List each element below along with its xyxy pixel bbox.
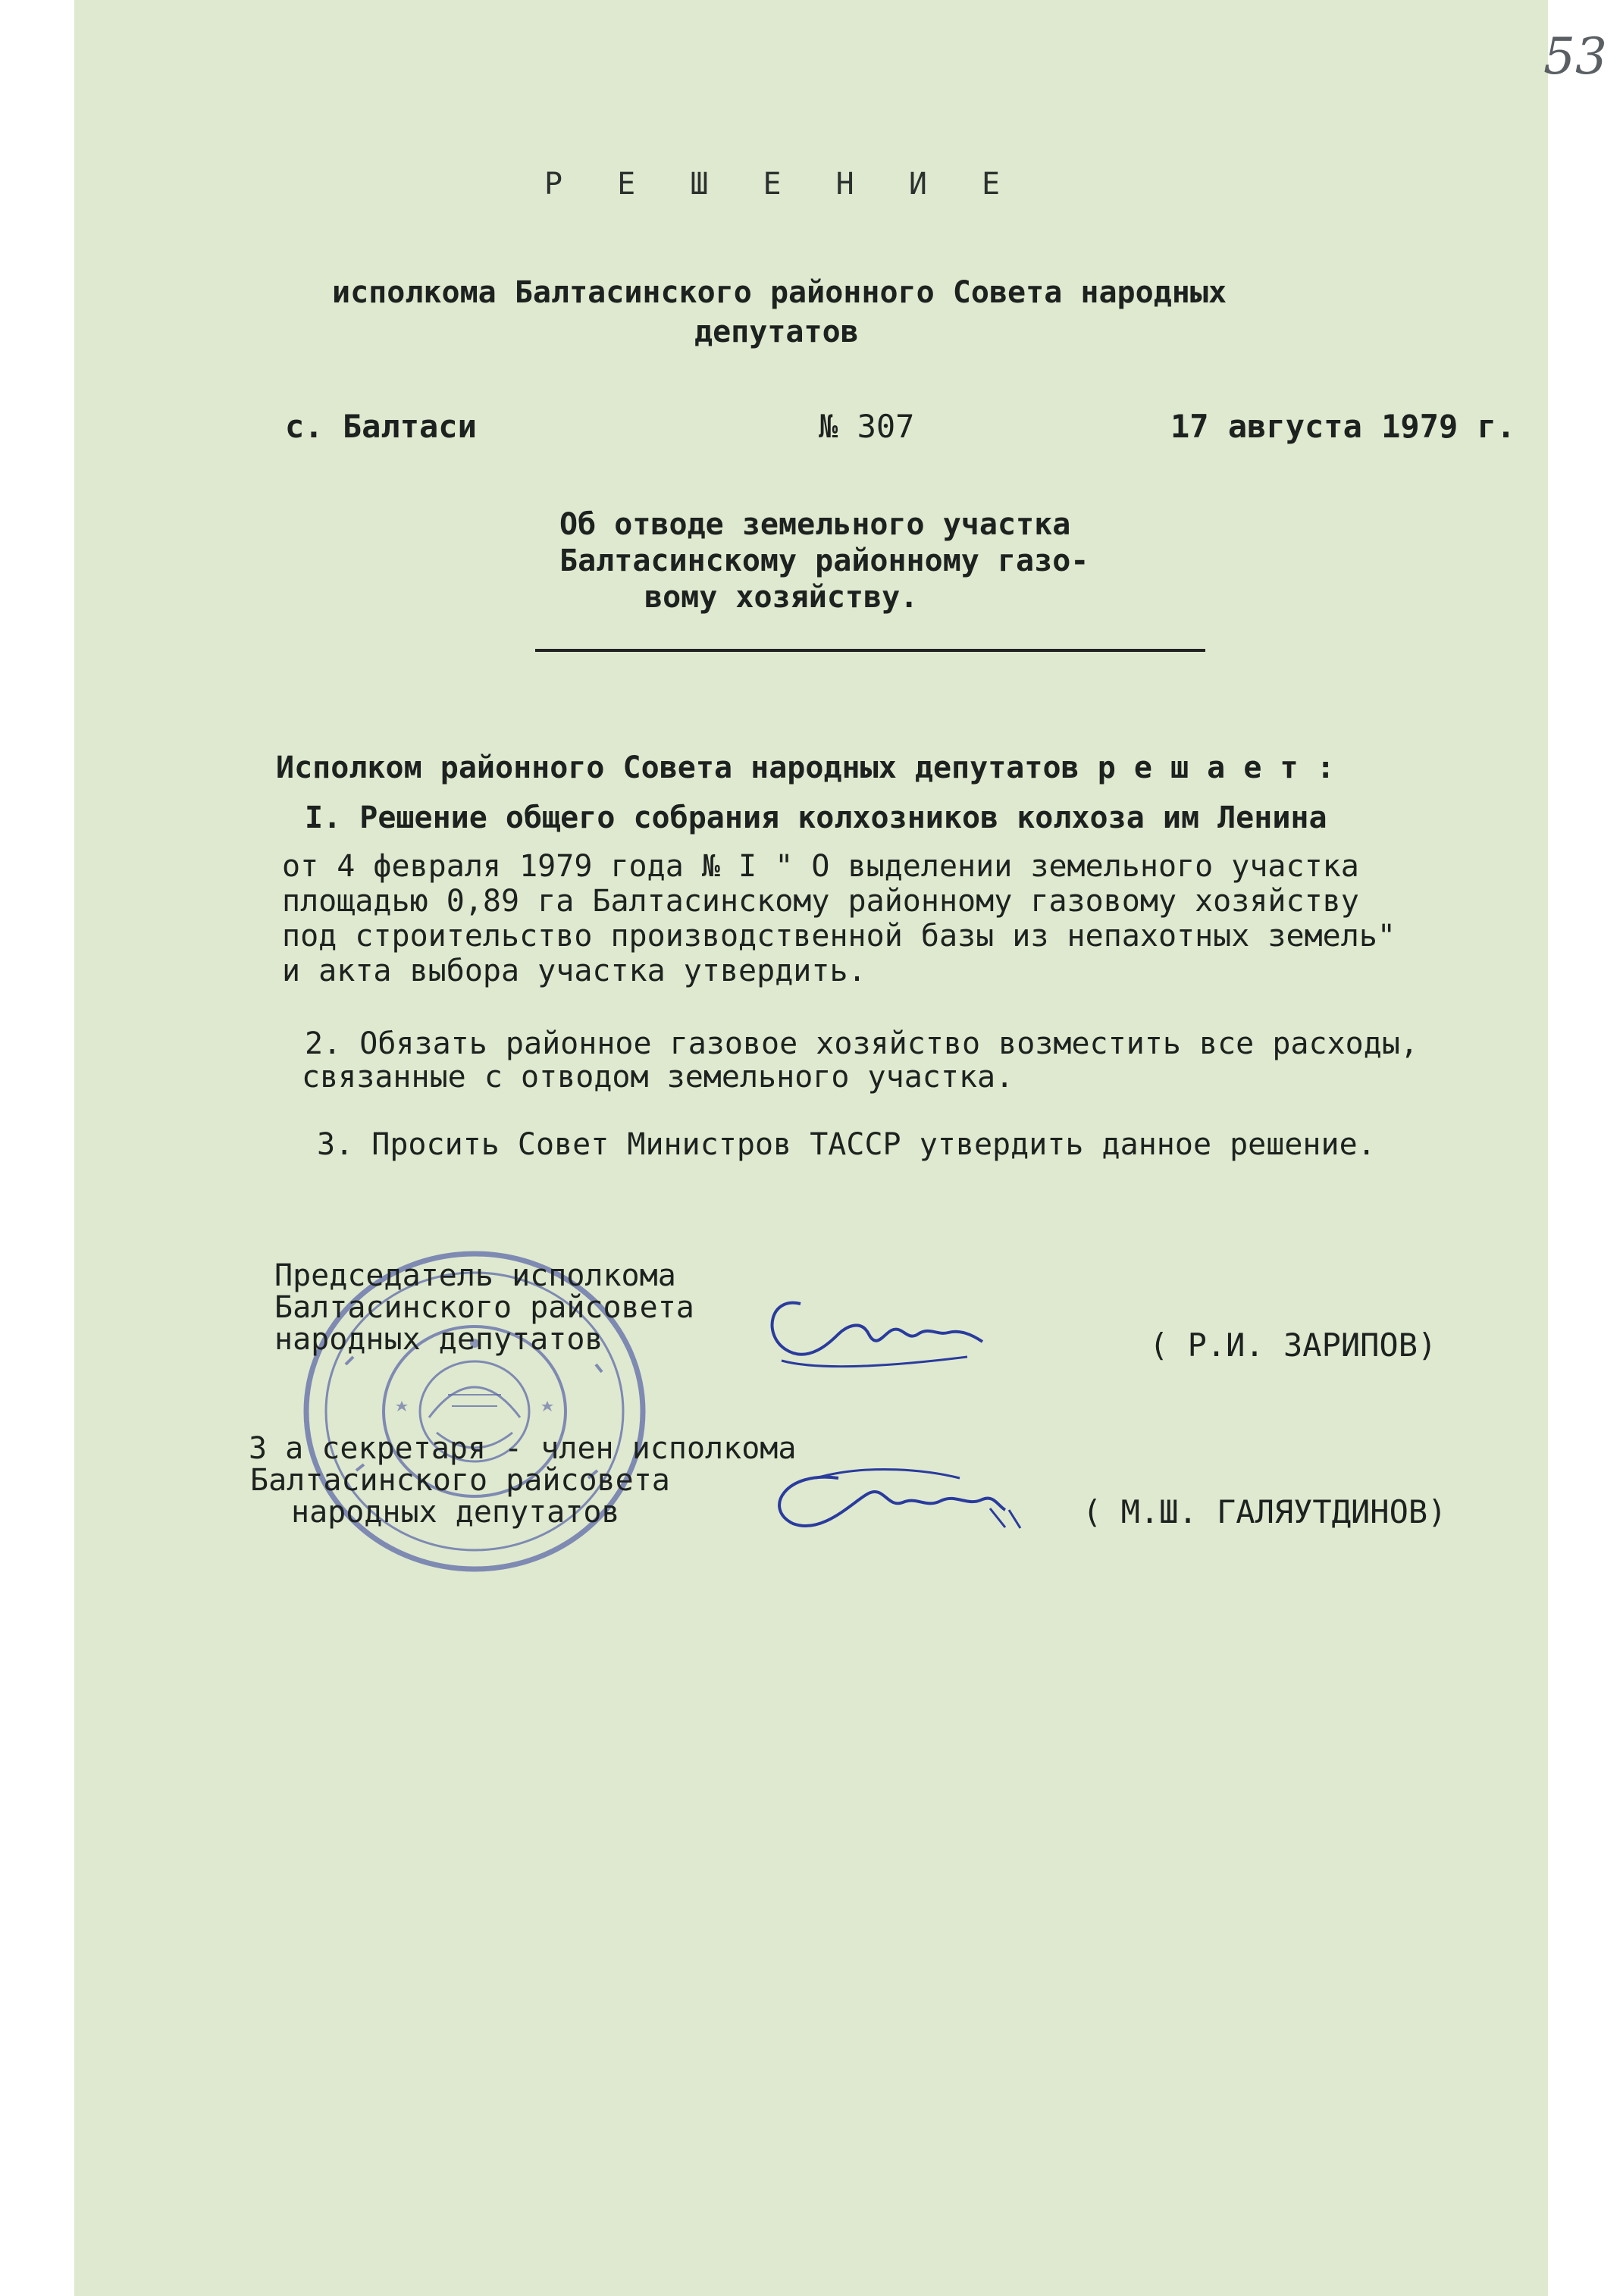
place: с. Балтаси xyxy=(285,408,477,445)
decision-item-1 xyxy=(282,800,1396,988)
signer-name: ( Р.И. ЗАРИПОВ) xyxy=(1149,1327,1437,1364)
signer-role: Балтасинского райсовета xyxy=(274,1290,694,1325)
signer-role: народных депутатов xyxy=(291,1495,620,1530)
decision-item-3: 3. Просить Совет Министров ТАССР утвердить данное решение. xyxy=(317,1127,1376,1162)
subject-line: вому хозяйству. xyxy=(644,580,919,615)
item-text: связанные с отводом земельного участка. xyxy=(302,1060,1014,1095)
issuing-body xyxy=(332,273,1393,352)
item-text: под строительство производственной базы из непахотных земель" xyxy=(282,919,1396,954)
issuing-body-line: исполкома Балтасинского районного Совета народных xyxy=(332,275,1227,310)
page-number: 53 xyxy=(1543,27,1607,86)
decision-number: № 307 xyxy=(819,408,915,445)
item-text: I. Решение общего собрания колхозников колхоза им Ленина xyxy=(305,800,1327,835)
subject-line: Об отводе земельного участка xyxy=(559,507,1071,542)
signer-role: З а секретаря - член исполкома xyxy=(249,1431,797,1466)
document-sheet xyxy=(74,0,1607,2296)
handwritten-signature-icon xyxy=(755,1289,998,1387)
item-text: и акта выбора участка утвердить. xyxy=(282,954,866,988)
decree-intro: Исполком районного Совета народных депутатов р е ш а е т : xyxy=(276,750,1335,785)
decision-item-2 xyxy=(302,1026,1419,1095)
subject-line: Балтасинскому районному газо- xyxy=(559,543,1089,578)
signer-role: Председатель исполкома xyxy=(274,1258,676,1293)
document-title: Р Е Ш Е Н И Е xyxy=(544,167,1019,202)
decision-date: 17 августа 1979 г. xyxy=(1170,408,1516,445)
issuing-body-line: депутатов xyxy=(694,315,859,349)
signer-role: народных депутатов xyxy=(274,1322,603,1357)
signature-block-chairman xyxy=(274,1260,694,1355)
handwritten-signature-icon xyxy=(755,1455,1073,1546)
signature-block-secretary xyxy=(249,1433,796,1528)
item-text: от 4 февраля 1979 года № I " О выделении земельного участка xyxy=(282,849,1359,884)
item-text: 2. Обязать районное газовое хозяйство возместить все расходы, xyxy=(305,1026,1419,1061)
signer-name: ( М.Ш. ГАЛЯУТДИНОВ) xyxy=(1083,1493,1447,1530)
heading-divider xyxy=(535,649,1205,652)
item-text: площадью 0,89 га Балтасинскому районному газовому хозяйству xyxy=(282,884,1359,919)
decision-subject xyxy=(559,506,1089,616)
signer-role: Балтасинского райсовета xyxy=(250,1463,670,1498)
